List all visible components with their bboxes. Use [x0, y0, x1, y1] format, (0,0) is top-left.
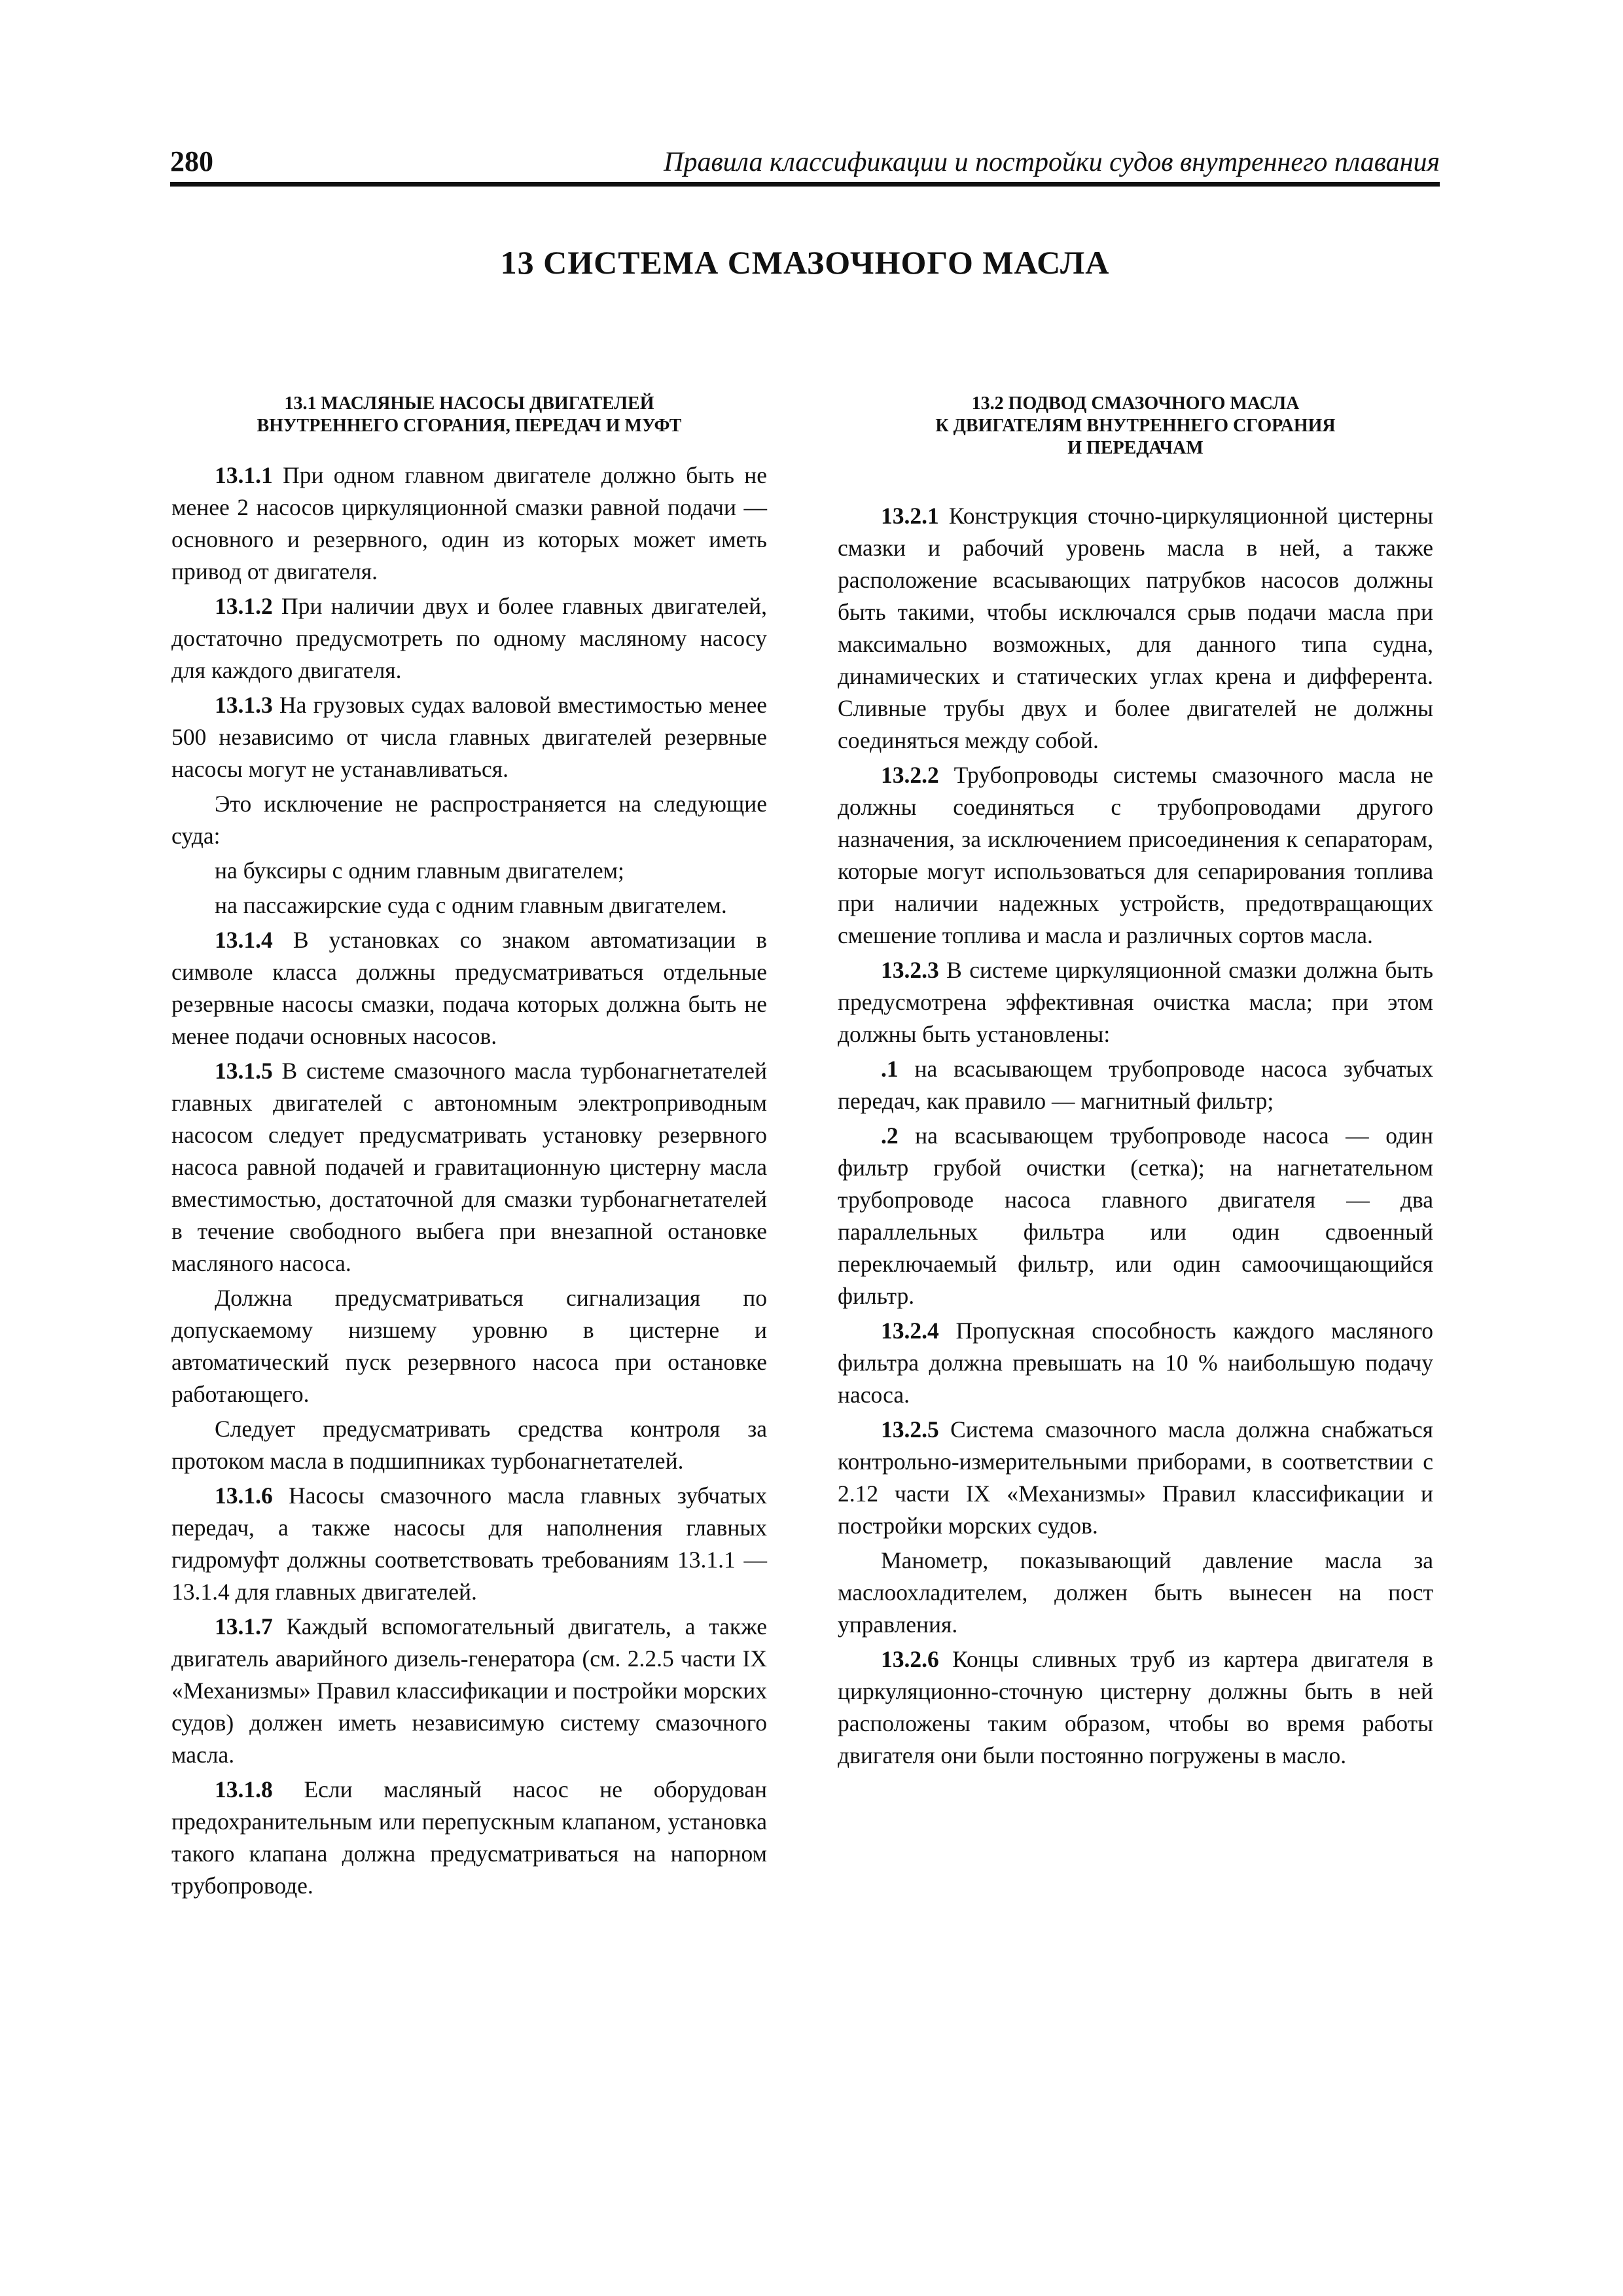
paragraph-text: Это исключение не распространяется на следующие суда: [171, 791, 767, 849]
clause-number: 13.1.6 [215, 1482, 273, 1509]
paragraph [171, 1611, 767, 1771]
section-title-line: К ДВИГАТЕЛЯМ ВНУТРЕННЕГО СГОРАНИЯ [935, 416, 1336, 436]
clause-number: 13.1.3 [215, 692, 273, 718]
paragraph-text: Должна предусматриваться сигнализация по допускаемому низшему уровню в цистерне и автоматический пуск резервного насоса при остановке работающего. [171, 1285, 767, 1407]
paragraph [171, 1055, 767, 1280]
paragraph [171, 924, 767, 1052]
paragraph-text: Система смазочного масла должна снабжаться контрольно-измерительными приборами, в соответствии с 2.12 части IX «Механизмы» Правил классификации и постройки морских судов. [838, 1416, 1433, 1539]
clause-number: 13.2.1 [881, 503, 939, 529]
paragraph [838, 954, 1433, 1050]
paragraph [838, 1414, 1433, 1542]
paragraph-text: на пассажирские суда с одним главным двигателем. [215, 892, 727, 918]
paragraph [838, 1315, 1433, 1411]
section-title-line: И ПЕРЕДАЧАМ [1067, 438, 1204, 458]
paragraph-text: Концы сливных труб из картера двигателя в циркуляционно-сточную цистерну должны быть в ней расположены таким образом, чтобы во время работы двигателя они были постоянно погружены в масло. [838, 1646, 1433, 1768]
clause-number: 13.2.4 [881, 1318, 939, 1344]
clause-number: 13.1.7 [215, 1613, 273, 1640]
paragraph [838, 1545, 1433, 1641]
paragraph-text: Трубопроводы системы смазочного масла не должны соединяться с трубопроводами другого назначения, за исключением присоединения к сепараторам, которые могут использоваться для сепарирования топлива при наличии надежных устройств, предотвращающих смешение топлива и масла и различных сортов масла. [838, 762, 1433, 948]
section-title-line: 13.2 ПОДВОД СМАЗОЧНОГО МАСЛА [971, 393, 1300, 414]
section-title-line: 13.1 МАСЛЯНЫЕ НАСОСЫ ДВИГАТЕЛЕЙ [284, 393, 654, 414]
section-title [171, 393, 767, 437]
paragraph [171, 1413, 767, 1477]
paragraph [171, 590, 767, 687]
clause-number: 13.2.5 [881, 1416, 939, 1443]
clause-number: 13.2.3 [881, 957, 939, 983]
paragraph-text: Каждый вспомогательный двигатель, а также двигатель аварийного дизель-генератора (см. 2.2.5 части IX «Механизмы» Правил классификации и постройки морских судов) должен иметь независимую систему смазочного масла. [171, 1613, 767, 1768]
clause-number: 13.1.4 [215, 927, 273, 953]
page-number: 280 [170, 145, 213, 177]
section-title-line: ВНУТРЕННЕГО СГОРАНИЯ, ПЕРЕДАЧ И МУФТ [257, 416, 682, 436]
paragraph-text: Конструкция сточно-циркуляционной цистерны смазки и рабочий уровень масла в ней, а также расположение всасывающих патрубков насосов должны быть такими, чтобы исключался срыв подачи масла при максимально возможных, для данного типа судна, динамических и статических углах крена и дифферента. Сливные трубы двух и более двигателей не должны соединяться между собой. [838, 503, 1433, 753]
clause-number: 13.1.8 [215, 1776, 273, 1803]
paragraph-text: на всасывающем трубопроводе насоса — один фильтр грубой очистки (сетка); на нагнетательном трубопроводе насоса главного двигателя — два параллельных фильтра или один сдвоенный переключаемый фильтр, или один самоочищающийся фильтр. [838, 1122, 1433, 1309]
paragraph [838, 500, 1433, 757]
left-column [171, 393, 767, 1905]
right-paragraphs [838, 500, 1433, 1772]
chapter-title: 13 СИСТЕМА СМАЗОЧНОГО МАСЛА [500, 244, 1110, 281]
paragraph-text: На грузовых судах валовой вместимостью менее 500 независимо от числа главных двигателей резервные насосы могут не устанавливаться. [171, 692, 767, 782]
paragraph-text: При одном главном двигателе должно быть не менее 2 насосов циркуляционной смазки равной подачи — основного и резервного, один из которых может иметь привод от двигателя. [171, 462, 767, 584]
paragraph [838, 759, 1433, 952]
paragraph [838, 1643, 1433, 1772]
clause-number: 13.2.6 [881, 1646, 939, 1672]
paragraph-text: Следует предусматривать средства контроля за протоком масла в подшипниках турбонагнетателей. [171, 1416, 767, 1474]
paragraph-text: В системе циркуляционной смазки должна быть предусмотрена эффективная очистка масла; при этом должны быть установлены: [838, 957, 1433, 1047]
paragraph-text: на всасывающем трубопроводе насоса зубчатых передач, как правило — магнитный фильтр; [838, 1056, 1433, 1114]
paragraph-text: В установках со знаком автоматизации в символе класса должны предусматриваться отдельные резервные насосы смазки, подача которых должна быть не менее подачи основных насосов. [171, 927, 767, 1049]
paragraph-text: Насосы смазочного масла главных зубчатых передач, а также насосы для наполнения главных гидромуфт должны соответствовать требованиям 13.1.1 — 13.1.4 для главных двигателей. [171, 1482, 767, 1605]
paragraph [838, 1120, 1433, 1312]
clause-number: 13.1.5 [215, 1058, 273, 1084]
paragraph [171, 855, 767, 887]
paragraph [838, 1053, 1433, 1117]
running-title: Правила классификации и постройки судов внутреннего плавания [664, 147, 1440, 177]
paragraph [171, 889, 767, 922]
paragraph-text: Если масляный насос не оборудован предохранительным или перепускным клапаном, установка такого клапана должна предусматриваться на напорном трубопроводе. [171, 1776, 767, 1899]
paragraph-text: В системе смазочного масла турбонагнетателей главных двигателей с автономным электроприводным насосом следует предусматривать установку резервного насоса равной подачей и гравитационную цистерну масла вместимостью, достаточной для смазки турбонагнетателей в течение свободного выбега при внезапной остановке масляного насоса. [171, 1058, 767, 1276]
clause-number: .2 [881, 1122, 899, 1149]
paragraph-text: При наличии двух и более главных двигателей, достаточно предусмотреть по одному масляному насосу для каждого двигателя. [171, 593, 767, 683]
paragraph-text: Манометр, показывающий давление масла за маслоохладителем, должен быть вынесен на пост управления. [838, 1547, 1433, 1638]
left-paragraphs [171, 459, 767, 1902]
paragraph-text: на буксиры с одним главным двигателем; [215, 857, 624, 884]
paragraph [171, 1282, 767, 1410]
paragraph-text: Пропускная способность каждого масляного фильтра должна превышать на 10 % наибольшую подачу насоса. [838, 1318, 1433, 1408]
clause-number: 13.2.2 [881, 762, 939, 788]
paragraph [171, 459, 767, 588]
section-title [838, 393, 1433, 459]
paragraph [171, 788, 767, 852]
right-column [838, 393, 1433, 1774]
paragraph [171, 1480, 767, 1608]
paragraph [171, 689, 767, 785]
clause-number: 13.1.1 [215, 462, 273, 488]
paragraph [171, 1774, 767, 1902]
clause-number: .1 [881, 1056, 899, 1082]
clause-number: 13.1.2 [215, 593, 273, 619]
page-header [170, 143, 1440, 187]
